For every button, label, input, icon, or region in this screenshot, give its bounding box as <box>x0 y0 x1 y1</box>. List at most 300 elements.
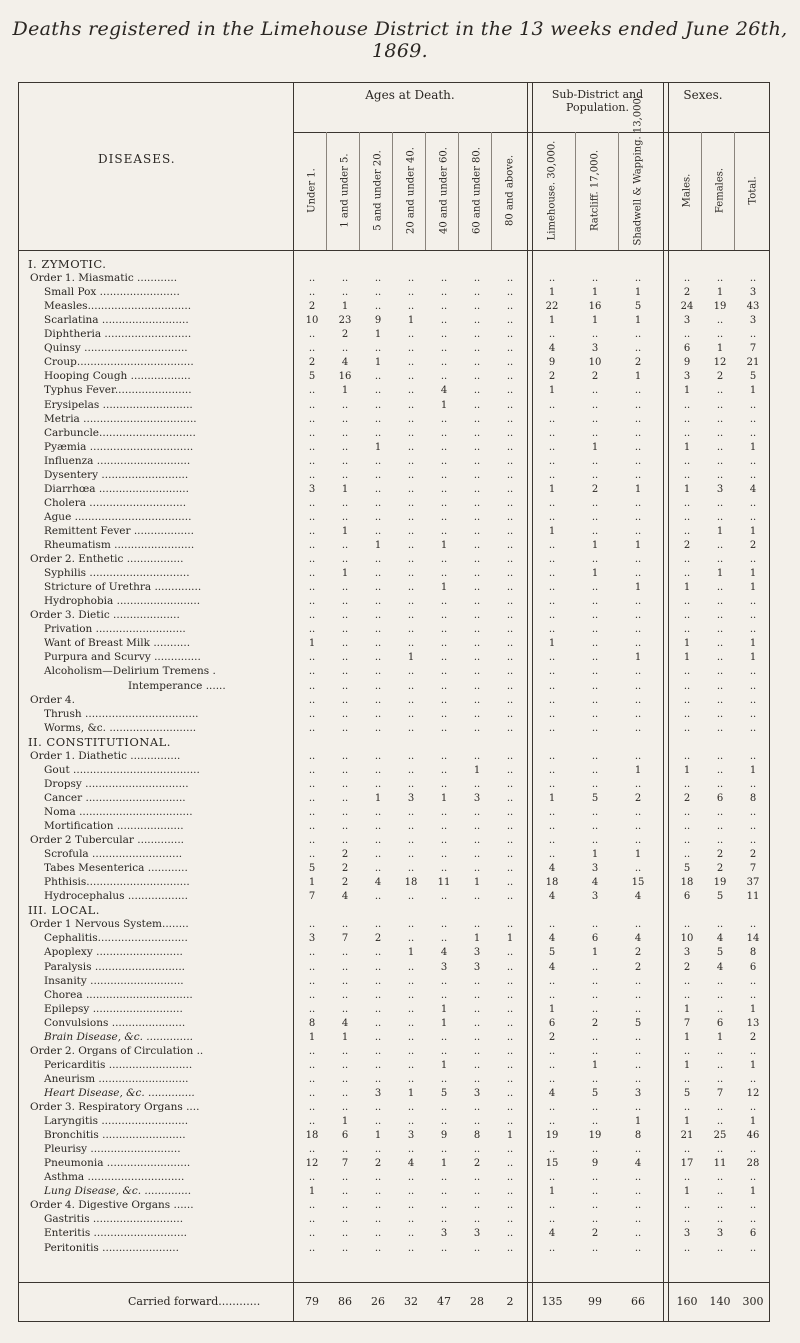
cell-col-7: .. <box>506 329 514 341</box>
cell-col-2: .. <box>341 1200 349 1212</box>
cell-col-1: .. <box>308 778 316 790</box>
cell-col-12: .. <box>716 821 724 832</box>
cell-col-11: .. <box>683 610 691 622</box>
cell-col-7: .. <box>506 947 514 959</box>
cell-col-1: .. <box>308 610 316 622</box>
cell-col-1: .. <box>308 1073 316 1085</box>
cell-col-11: .. <box>683 455 691 467</box>
cell-col-12: .. <box>716 385 724 397</box>
cell-col-8: .. <box>548 750 556 762</box>
cell-col-9: .. <box>591 722 599 734</box>
cell-col-4: .. <box>407 891 415 903</box>
cell-col-13: .. <box>749 821 757 832</box>
cell-col-11: 21 <box>680 1130 694 1142</box>
cell-col-13: 12 <box>746 1087 760 1099</box>
column-divider <box>618 132 619 250</box>
disease-label: III. LOCAL. <box>28 903 100 918</box>
cell-col-7: .. <box>506 750 514 762</box>
cell-col-10: 1 <box>634 315 642 327</box>
cell-col-10: .. <box>634 568 642 580</box>
cell-col-6: 3 <box>473 1087 481 1099</box>
cell-col-5: .. <box>440 806 448 818</box>
cell-col-9: .. <box>591 989 599 1001</box>
cell-col-1: .. <box>308 680 316 692</box>
cell-col-12: .. <box>716 638 724 650</box>
cell-col-10: 2 <box>634 947 642 959</box>
cell-col-11: .. <box>683 1172 691 1184</box>
cell-col-13: .. <box>749 1242 757 1254</box>
cell-col-8: 15 <box>545 1158 559 1170</box>
cell-col-3: 1 <box>374 357 382 369</box>
cell-col-4: .. <box>407 708 415 720</box>
cell-col-4: .. <box>407 385 415 397</box>
cell-col-11: 3 <box>683 947 691 959</box>
cell-col-2: 1 <box>341 385 349 397</box>
cell-col-5: .. <box>440 624 448 636</box>
cell-col-3: .. <box>374 568 382 580</box>
cell-col-12: 4 <box>716 933 724 945</box>
cell-col-9: 4 <box>591 877 599 889</box>
cell-col-10: .. <box>634 385 642 397</box>
column-divider <box>458 132 459 250</box>
cell-col-2: .. <box>341 764 349 776</box>
cell-col-8: .. <box>548 778 556 790</box>
disease-label: Order 1. Diathetic ............... <box>30 749 181 762</box>
cell-col-8: .. <box>548 680 556 692</box>
cell-col-3: .. <box>374 1228 382 1240</box>
total-col-4: 32 <box>404 1295 418 1308</box>
cell-col-5: .. <box>440 835 448 847</box>
cell-col-3: .. <box>374 385 382 397</box>
cell-col-6: .. <box>473 722 481 734</box>
cell-col-4: .. <box>407 610 415 622</box>
cell-col-6: .. <box>473 287 481 299</box>
cell-col-3: .. <box>374 343 382 355</box>
cell-col-5: .. <box>440 497 448 509</box>
column-divider <box>575 132 576 250</box>
cell-col-7: .. <box>506 371 514 383</box>
cell-col-2: .. <box>341 343 349 355</box>
cell-col-4: 1 <box>407 652 415 664</box>
total-col-8: 135 <box>541 1295 563 1308</box>
cell-col-8: 18 <box>545 877 559 889</box>
disease-row <box>18 1242 770 1255</box>
cell-col-10: .. <box>634 624 642 636</box>
cell-col-8: .. <box>548 1116 556 1128</box>
cell-col-9: 2 <box>591 483 599 495</box>
disease-label: Hydrocephalus .................. <box>44 890 188 903</box>
cell-col-6: .. <box>473 806 481 818</box>
cell-col-9: .. <box>591 750 599 762</box>
cell-col-8: .. <box>548 652 556 664</box>
disease-label: Alcoholism—Delirium Tremens . <box>44 665 216 678</box>
cell-col-3: .. <box>374 666 382 678</box>
disease-label: Cancer .............................. <box>44 791 186 804</box>
cell-col-11: 2 <box>683 287 691 299</box>
cell-col-7: .. <box>506 1158 514 1170</box>
cell-col-5: 1 <box>440 1059 448 1071</box>
cell-col-13: 1 <box>749 1003 757 1015</box>
disease-label: II. CONSTITUTIONAL. <box>28 734 171 749</box>
cell-col-6: .. <box>473 891 481 903</box>
disease-label: Convulsions ...................... <box>44 1016 186 1029</box>
cell-col-4: .. <box>407 975 415 987</box>
cell-col-7: .. <box>506 1031 514 1043</box>
cell-col-8: .. <box>548 694 556 706</box>
cell-col-10: .. <box>634 399 642 411</box>
cell-col-12: .. <box>716 666 724 678</box>
disease-label: I. ZYMOTIC. <box>28 257 107 271</box>
cell-col-4: .. <box>407 1059 415 1071</box>
cell-col-12: .. <box>716 835 724 847</box>
cell-col-9: 2 <box>591 1228 599 1240</box>
column-header-6: 60 and under 80. <box>471 147 483 234</box>
cell-col-10: 3 <box>634 1087 642 1099</box>
cell-col-3: 2 <box>374 933 382 945</box>
cell-col-3: .. <box>374 554 382 566</box>
cell-col-7: .. <box>506 849 514 861</box>
cell-col-2: .. <box>341 792 349 804</box>
cell-col-2: 7 <box>341 933 349 945</box>
cell-col-4: .. <box>407 961 415 973</box>
cell-col-5: 4 <box>440 947 448 959</box>
cell-col-1: .. <box>308 329 316 341</box>
cell-col-2: .. <box>341 596 349 608</box>
cell-col-2: .. <box>341 455 349 467</box>
cell-col-1: .. <box>308 343 316 355</box>
cell-col-2: .. <box>341 441 349 453</box>
disease-row <box>18 595 770 608</box>
cell-col-4: .. <box>407 301 415 313</box>
disease-row <box>18 764 770 777</box>
cell-col-1: 12 <box>305 1158 319 1170</box>
cell-col-10: 1 <box>634 652 642 664</box>
cell-col-12: .. <box>716 1045 724 1057</box>
cell-col-13: .. <box>749 1200 757 1212</box>
cell-col-3: .. <box>374 273 382 285</box>
cell-col-2: .. <box>341 989 349 1001</box>
cell-col-2: .. <box>341 961 349 973</box>
cell-col-11: 1 <box>683 1003 691 1015</box>
cell-col-10: .. <box>634 1031 642 1043</box>
cell-col-8: .. <box>548 1102 556 1113</box>
cell-col-12: .. <box>716 750 724 762</box>
cell-col-1: .. <box>308 469 316 481</box>
cell-col-3: .. <box>374 919 382 931</box>
cell-col-3: .. <box>374 596 382 608</box>
cell-col-12: 7 <box>716 1087 724 1099</box>
cell-col-2: .. <box>341 638 349 650</box>
cell-col-5: .. <box>440 273 448 285</box>
cell-col-5: .. <box>440 554 448 566</box>
cell-col-10: 1 <box>634 287 642 299</box>
cell-col-11: 1 <box>683 652 691 664</box>
cell-col-5: .. <box>440 441 448 453</box>
cell-col-7: .. <box>506 511 514 523</box>
disease-label: Lung Disease, &c. .............. <box>44 1185 192 1198</box>
cell-col-8: .. <box>548 624 556 636</box>
cell-col-6: .. <box>473 483 481 495</box>
column-divider <box>425 132 426 250</box>
cell-col-8: .. <box>548 1172 556 1184</box>
cell-col-6: .. <box>473 750 481 762</box>
disease-label: Carbuncle............................. <box>44 426 196 439</box>
cell-col-9: .. <box>591 1214 599 1226</box>
cell-col-4: .. <box>407 919 415 931</box>
cell-col-13: .. <box>749 975 757 987</box>
cell-col-3: .. <box>374 722 382 734</box>
cell-col-11: 18 <box>680 877 694 889</box>
total-col-5: 47 <box>437 1295 451 1308</box>
disease-label: Order 4. <box>30 693 75 706</box>
cell-col-11: 1 <box>683 764 691 776</box>
cell-col-13: 1 <box>749 1116 757 1128</box>
cell-col-3: .. <box>374 891 382 903</box>
cell-col-8: .. <box>548 764 556 776</box>
cell-col-1: .. <box>308 511 316 523</box>
disease-label: Order 2. Enthetic ................. <box>30 553 184 566</box>
cell-col-12: .. <box>716 511 724 523</box>
cell-col-4: .. <box>407 568 415 580</box>
cell-col-5: .. <box>440 891 448 903</box>
cell-col-1: 3 <box>308 933 316 945</box>
cell-col-9: .. <box>591 1144 599 1156</box>
cell-col-6: .. <box>473 975 481 987</box>
disease-row <box>18 272 770 285</box>
cell-col-12: .. <box>716 1214 724 1226</box>
cell-col-12: .. <box>716 778 724 790</box>
column-divider <box>359 132 360 250</box>
cell-col-4: .. <box>407 554 415 566</box>
cell-col-8: .. <box>548 455 556 467</box>
cell-col-9: 1 <box>591 849 599 861</box>
disease-row <box>18 384 770 397</box>
cell-col-7: .. <box>506 1144 514 1156</box>
cell-col-3: .. <box>374 525 382 537</box>
cell-col-6: .. <box>473 385 481 397</box>
cell-col-10: 8 <box>634 1130 642 1142</box>
disease-label: Epilepsy ........................... <box>44 1002 183 1015</box>
cell-col-7: .. <box>506 666 514 678</box>
cell-col-2: .. <box>341 287 349 299</box>
cell-col-5: 1 <box>440 540 448 551</box>
cell-col-12: 1 <box>716 287 724 299</box>
cell-col-13: .. <box>749 610 757 622</box>
cell-col-10: .. <box>634 441 642 453</box>
total-col-3: 26 <box>371 1295 385 1308</box>
cell-col-1: .. <box>308 989 316 1001</box>
cell-col-8: 4 <box>548 1228 556 1240</box>
cell-col-6: .. <box>473 835 481 847</box>
cell-col-11: .. <box>683 1200 691 1212</box>
disease-row <box>18 1017 770 1030</box>
disease-row <box>18 525 770 538</box>
cell-col-1: 2 <box>308 301 316 313</box>
cell-col-12: 6 <box>716 792 724 804</box>
cell-col-4: .. <box>407 357 415 369</box>
cell-col-4: 3 <box>407 792 415 804</box>
cell-col-5: .. <box>440 568 448 580</box>
cell-col-6: .. <box>473 511 481 523</box>
cell-col-7: .. <box>506 708 514 720</box>
cell-col-10: .. <box>634 1242 642 1254</box>
disease-row <box>18 637 770 650</box>
cell-col-5: 3 <box>440 1228 448 1240</box>
cell-col-11: 9 <box>683 357 691 369</box>
cell-col-1: 1 <box>308 638 316 650</box>
cell-col-2: .. <box>341 469 349 481</box>
cell-col-6: .. <box>473 568 481 580</box>
cell-col-3: .. <box>374 989 382 1001</box>
disease-row <box>18 989 770 1002</box>
total-col-13: 300 <box>742 1295 764 1308</box>
cell-col-3: .. <box>374 835 382 847</box>
cell-col-1: .. <box>308 1045 316 1057</box>
cell-col-11: .. <box>683 469 691 481</box>
disease-label: Cephalitis........................... <box>44 932 188 945</box>
disease-label: Cholera ............................. <box>44 496 187 509</box>
carried-forward-label: Carried forward............ <box>128 1295 261 1308</box>
cell-col-3: .. <box>374 821 382 832</box>
cell-col-11: 24 <box>680 301 694 313</box>
disease-label: Dysentery .......................... <box>44 468 189 481</box>
disease-label: Order 3. Respiratory Organs .... <box>30 1101 200 1113</box>
cell-col-9: .. <box>591 554 599 566</box>
cell-col-12: 3 <box>716 483 724 495</box>
cell-col-4: .. <box>407 666 415 678</box>
disease-label: Privation ........................... <box>44 623 186 636</box>
cell-col-13: 6 <box>749 961 757 973</box>
cell-col-6: .. <box>473 1242 481 1254</box>
cell-col-6: .. <box>473 554 481 566</box>
cell-col-7: .. <box>506 891 514 903</box>
cell-col-7: .. <box>506 877 514 889</box>
cell-col-12: 1 <box>716 525 724 537</box>
cell-col-10: 5 <box>634 1017 642 1029</box>
cell-col-2: .. <box>341 835 349 847</box>
cell-col-11: 2 <box>683 792 691 804</box>
cell-col-3: .. <box>374 1214 382 1226</box>
cell-col-10: .. <box>634 1172 642 1184</box>
cell-col-4: 1 <box>407 947 415 959</box>
cell-col-6: .. <box>473 441 481 453</box>
cell-col-13: 8 <box>749 792 757 804</box>
disease-label: Bronchitis ......................... <box>44 1129 186 1142</box>
cell-col-10: .. <box>634 835 642 847</box>
disease-label: Laryngitis .......................... <box>44 1115 189 1128</box>
cell-col-7: .. <box>506 863 514 875</box>
disease-row <box>18 356 770 369</box>
cell-col-13: 1 <box>749 1186 757 1198</box>
cell-col-5: 1 <box>440 399 448 411</box>
cell-col-1: 8 <box>308 1017 316 1029</box>
cell-col-7: .. <box>506 1186 514 1198</box>
cell-col-7: .. <box>506 1116 514 1128</box>
cell-col-3: .. <box>374 287 382 299</box>
cell-col-12: .. <box>716 413 724 425</box>
cell-col-1: 1 <box>308 1186 316 1198</box>
column-header-3: 5 and under 20. <box>372 150 384 231</box>
cell-col-11: 17 <box>680 1158 694 1170</box>
cell-col-2: .. <box>341 1214 349 1226</box>
cell-col-3: .. <box>374 1116 382 1128</box>
disease-label: Scrofula ........................... <box>44 848 183 861</box>
column-divider <box>701 132 702 250</box>
cell-col-2: .. <box>341 1073 349 1085</box>
cell-col-6: .. <box>473 919 481 931</box>
cell-col-1: .. <box>308 1242 316 1254</box>
cell-col-13: .. <box>749 554 757 566</box>
cell-col-1: 5 <box>308 371 316 383</box>
disease-label: Asthma ............................. <box>44 1171 185 1184</box>
cell-col-13: 46 <box>746 1130 760 1142</box>
cell-col-9: .. <box>591 1003 599 1015</box>
cell-col-5: 3 <box>440 961 448 973</box>
disease-label: Diphtheria .......................... <box>44 328 192 341</box>
disease-row <box>18 441 770 454</box>
cell-col-12: 12 <box>713 357 727 369</box>
cell-col-1: .. <box>308 525 316 537</box>
cell-col-13: .. <box>749 989 757 1001</box>
cell-col-2: .. <box>341 708 349 720</box>
cell-col-12: .. <box>716 1102 724 1113</box>
cell-col-11: 1 <box>683 582 691 594</box>
cell-col-8: 4 <box>548 1087 556 1099</box>
cell-col-4: .. <box>407 329 415 341</box>
cell-col-5: .. <box>440 722 448 734</box>
cell-col-3: 1 <box>374 540 382 551</box>
disease-label: Purpura and Scurvy .............. <box>44 651 201 664</box>
column-header-4: 20 and under 40. <box>405 147 417 234</box>
cell-col-6: .. <box>473 315 481 327</box>
cell-col-9: .. <box>591 624 599 636</box>
cell-col-2: 23 <box>338 315 352 327</box>
cell-col-4: .. <box>407 722 415 734</box>
cell-col-4: .. <box>407 1045 415 1057</box>
cell-col-5: .. <box>440 1031 448 1043</box>
cell-col-2: .. <box>341 1045 349 1057</box>
cell-col-7: .. <box>506 1172 514 1184</box>
disease-row <box>18 862 770 875</box>
total-col-9: 99 <box>588 1295 602 1308</box>
cell-col-8: .. <box>548 596 556 608</box>
cell-col-11: .. <box>683 1045 691 1057</box>
cell-col-8: .. <box>548 554 556 566</box>
cell-col-10: .. <box>634 455 642 467</box>
section-row <box>18 904 770 917</box>
cell-col-6: .. <box>473 1214 481 1226</box>
cell-col-12: .. <box>716 694 724 706</box>
cell-col-10: .. <box>634 511 642 523</box>
cell-col-8: .. <box>548 273 556 285</box>
cell-col-6: .. <box>473 1144 481 1156</box>
cell-col-1: 5 <box>308 863 316 875</box>
cell-col-13: 2 <box>749 1031 757 1043</box>
cell-col-4: .. <box>407 1228 415 1240</box>
cell-col-8: 9 <box>548 357 556 369</box>
cell-col-6: .. <box>473 694 481 706</box>
cell-col-12: .. <box>716 610 724 622</box>
cell-col-2: .. <box>341 1172 349 1184</box>
cell-col-5: 1 <box>440 1017 448 1029</box>
cell-col-5: .. <box>440 975 448 987</box>
cell-col-9: .. <box>591 273 599 285</box>
cell-col-2: .. <box>341 399 349 411</box>
cell-col-4: .. <box>407 273 415 285</box>
cell-col-8: 4 <box>548 343 556 355</box>
cell-col-1: .. <box>308 427 316 439</box>
cell-col-1: .. <box>308 582 316 594</box>
